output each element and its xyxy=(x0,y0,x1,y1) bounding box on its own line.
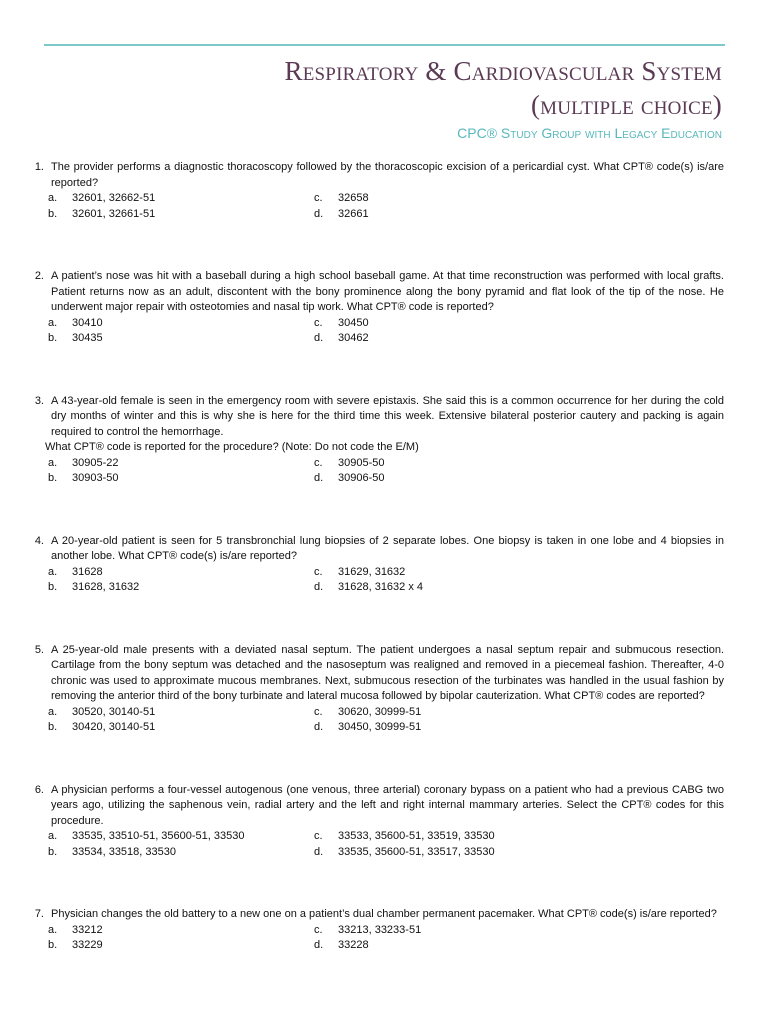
question-stem: The provider performs a diagnostic thoracoscopy followed by the thoracoscopic excision of a pericardial cyst. What CPT® code(s) is/are reported? xyxy=(51,161,724,189)
option-b: b. 33534, 33518, 33530 xyxy=(48,845,176,858)
option-c: c. 31629, 31632 xyxy=(314,565,406,578)
question-stem: A 20-year-old patient is seen for 5 transbronchial lung biopsies of 2 separate lobes. One biopsy is taken in one lobe and 4 biopsies in another lobe. What CPT® code(s) is/are reported? xyxy=(51,534,724,562)
question-number: 5. xyxy=(34,643,44,656)
option-a: a. 33535, 33510-51, 35600-51, 33530 xyxy=(48,830,245,842)
question-stem: A physician performs a four-vessel autogenous (one venous, three arterial) coronary bypass on a patient who had a previous CABG two years ago, utilizing the saphenous vein, radial artery and the left and right internal mammary arteries. Select the CPT® codes for this procedure. xyxy=(51,783,724,827)
option-a: a. 31628 xyxy=(48,565,103,578)
header-rule xyxy=(44,44,725,46)
answer-options xyxy=(48,316,724,347)
question-list xyxy=(28,160,724,954)
question-stem: A patient’s nose was hit with a baseball during a high school baseball game. At that time reconstruction was performed with local grafts. Patient returns now as an adult, discontent with the bony prominence along the bony pyramid and flat look of the tip of the nose. He underwent major repair with osteotomies and nasal tip work. What CPT® code is reported? xyxy=(51,270,724,313)
question-6 xyxy=(28,783,724,861)
option-b: b. 30420, 30140-51 xyxy=(48,721,156,733)
option-b: b. 32601, 32661-51 xyxy=(48,207,156,220)
answer-options xyxy=(48,829,724,860)
question-stem: Physician changes the old battery to a new one on a patient’s dual chamber permanent pacemaker. What CPT® code(s) is/are reported? xyxy=(51,908,717,920)
question-stem: A 25-year-old male presents with a deviated nasal septum. The patient undergoes a nasal septum repair and submucous resection. Cartilage from the bony septum was detached and the nasoseptum was realigned and removed in a piecemeal fashion. Thereafter, 4-0 chronic was used to approximate mucous membranes. Next, submucous resection of the turbinates was handled in the usual fashion by removing the anterior third of the bony turbinate and lateral mucosa followed by bipolar cauterization. What CPT® codes are reported? xyxy=(51,643,724,702)
option-d: d. 32661 xyxy=(314,207,369,220)
option-d: d. 33535, 35600-51, 33517, 33530 xyxy=(314,845,495,858)
option-c: c. 30905-50 xyxy=(314,456,385,469)
question-1 xyxy=(28,160,724,222)
page-title-sub: (multiple choice) xyxy=(530,90,722,120)
option-c: c. 30450 xyxy=(314,316,369,329)
option-b: b. 30435 xyxy=(48,332,103,344)
option-c: c. 33213, 33233-51 xyxy=(314,923,422,936)
option-d: d. 30462 xyxy=(314,332,369,344)
option-a: a. 30905-22 xyxy=(48,456,119,469)
question-stem: A 43-year-old female is seen in the emergency room with severe epistaxis. She said this is a common occurrence for her during the cold dry months of winter and this is why she is here for the third time this week. Extensive bilateral posterior cautery and packing is again required to control the hemorrhage. xyxy=(51,394,724,438)
question-number: 6. xyxy=(34,783,44,796)
option-d: d. 31628, 31632 x 4 xyxy=(314,581,424,593)
option-a: a. 30410 xyxy=(48,316,103,329)
question-7 xyxy=(28,907,724,954)
answer-options xyxy=(48,705,724,736)
question-number: 1. xyxy=(34,161,44,173)
answer-options xyxy=(48,923,724,954)
question-3 xyxy=(28,394,724,487)
question-number: 4. xyxy=(34,534,44,547)
option-d: d. 33228 xyxy=(314,939,369,951)
question-note: What CPT® code is reported for the procedure? (Note: Do not code the E/M) xyxy=(45,441,419,453)
page-subtitle: CPC® Study Group with Legacy Education xyxy=(457,125,722,141)
page-header xyxy=(285,54,722,141)
question-5 xyxy=(28,643,724,736)
question-2 xyxy=(28,269,724,347)
answer-options xyxy=(48,191,724,222)
option-b: b. 33229 xyxy=(48,939,103,951)
question-4 xyxy=(28,534,724,596)
question-number: 3. xyxy=(34,394,44,407)
option-d: d. 30450, 30999-51 xyxy=(314,721,422,733)
answer-options xyxy=(48,456,724,487)
question-number: 7. xyxy=(34,908,44,920)
option-d: d. 30906-50 xyxy=(314,472,385,484)
option-c: c. 30620, 30999-51 xyxy=(314,705,422,718)
page-title: Respiratory & Cardiovascular System xyxy=(284,56,722,86)
answer-options xyxy=(48,565,724,596)
option-c: c. 32658 xyxy=(314,192,369,204)
option-b: b. 30903-50 xyxy=(48,472,119,484)
option-a: a. 33212 xyxy=(48,923,103,936)
question-number: 2. xyxy=(34,270,44,282)
option-c: c. 33533, 35600-51, 33519, 33530 xyxy=(314,830,495,842)
option-b: b. 31628, 31632 xyxy=(48,581,140,593)
option-a: a. 30520, 30140-51 xyxy=(48,705,156,718)
option-a: a. 32601, 32662-51 xyxy=(48,192,156,204)
